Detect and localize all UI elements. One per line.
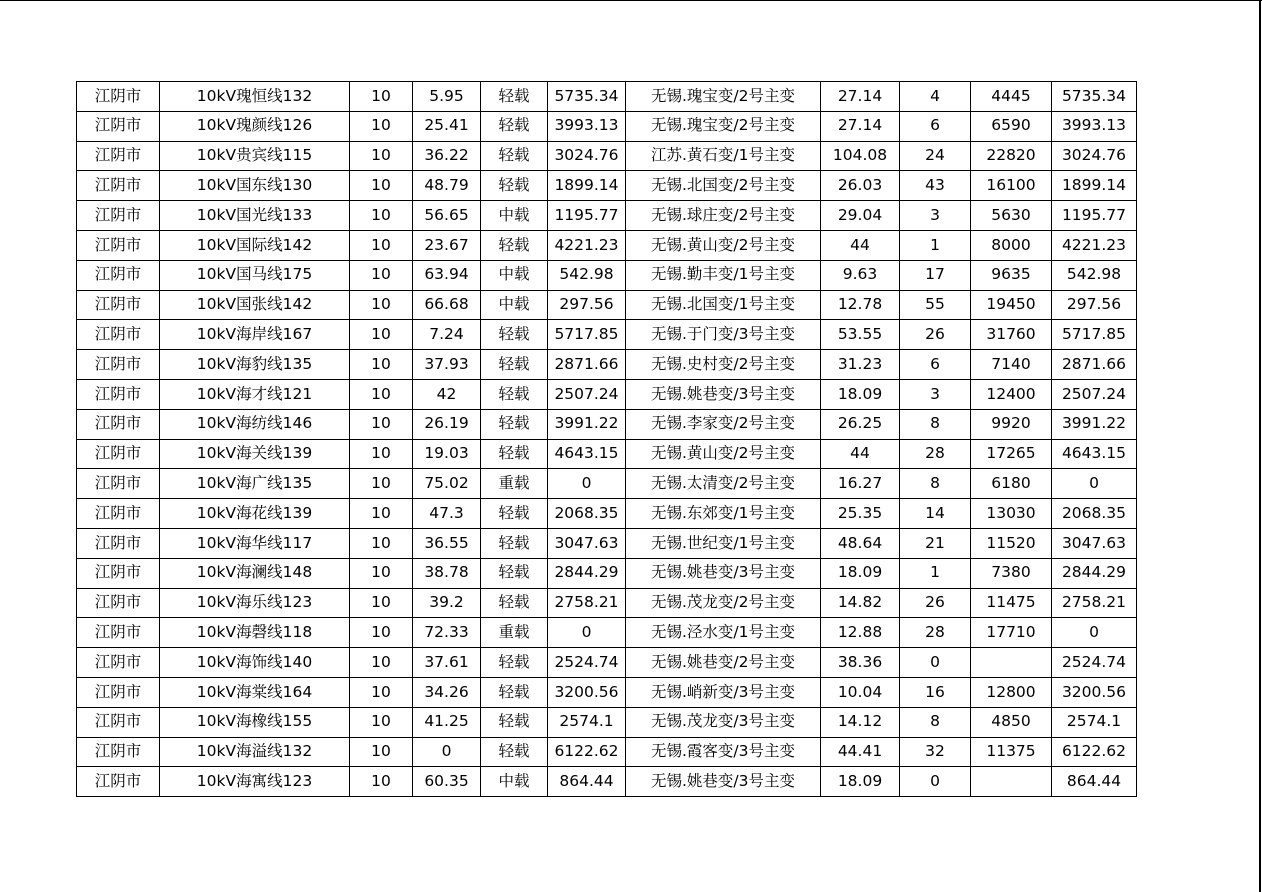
table-row xyxy=(77,499,1137,529)
load-rate-cell: 42 xyxy=(413,379,481,409)
available-capacity-cell: 2871.66 xyxy=(548,350,626,380)
substation-transformer-cell: 无锡.茂龙变/2号主变 xyxy=(626,588,821,618)
capacity-cell: 19450 xyxy=(971,290,1052,320)
substation-transformer-cell: 无锡.太清变/2号主变 xyxy=(626,469,821,499)
available-capacity-cell: 3200.56 xyxy=(548,677,626,707)
capacity-cell: 7140 xyxy=(971,350,1052,380)
load-rate-cell: 23.67 xyxy=(413,230,481,260)
load-rate-cell: 48.79 xyxy=(413,171,481,201)
transformer-value-cell: 12.88 xyxy=(821,618,900,648)
city-cell: 江阴市 xyxy=(77,588,160,618)
user-count-cell: 26 xyxy=(900,588,971,618)
city-cell: 江阴市 xyxy=(77,469,160,499)
load-status-cell: 轻载 xyxy=(481,677,548,707)
transformer-value-cell: 26.03 xyxy=(821,171,900,201)
table-row xyxy=(77,201,1137,231)
city-cell: 江阴市 xyxy=(77,230,160,260)
load-rate-cell: 38.78 xyxy=(413,558,481,588)
available-capacity-cell: 3993.13 xyxy=(548,111,626,141)
user-count-cell: 1 xyxy=(900,558,971,588)
line-name-cell: 10kV国马线175 xyxy=(160,260,350,290)
line-name-cell: 10kV贵宾线115 xyxy=(160,141,350,171)
voltage-cell: 10 xyxy=(350,82,413,112)
transformer-value-cell: 44.41 xyxy=(821,737,900,767)
load-rate-cell: 5.95 xyxy=(413,82,481,112)
voltage-cell: 10 xyxy=(350,290,413,320)
load-status-cell: 轻载 xyxy=(481,171,548,201)
page-right-border xyxy=(1259,0,1261,892)
city-cell: 江阴市 xyxy=(77,558,160,588)
load-rate-cell: 36.55 xyxy=(413,528,481,558)
remaining-capacity-cell: 2524.74 xyxy=(1052,648,1137,678)
table-row xyxy=(77,767,1137,797)
substation-transformer-cell: 无锡.瑰宝变/2号主变 xyxy=(626,82,821,112)
voltage-cell: 10 xyxy=(350,201,413,231)
remaining-capacity-cell: 2758.21 xyxy=(1052,588,1137,618)
transformer-value-cell: 104.08 xyxy=(821,141,900,171)
user-count-cell: 8 xyxy=(900,707,971,737)
load-status-cell: 中载 xyxy=(481,290,548,320)
line-name-cell: 10kV海花线139 xyxy=(160,499,350,529)
transformer-value-cell: 48.64 xyxy=(821,528,900,558)
transformer-value-cell: 16.27 xyxy=(821,469,900,499)
available-capacity-cell: 3047.63 xyxy=(548,528,626,558)
voltage-cell: 10 xyxy=(350,260,413,290)
line-name-cell: 10kV国张线142 xyxy=(160,290,350,320)
city-cell: 江阴市 xyxy=(77,290,160,320)
city-cell: 江阴市 xyxy=(77,618,160,648)
capacity-cell: 8000 xyxy=(971,230,1052,260)
voltage-cell: 10 xyxy=(350,350,413,380)
user-count-cell: 21 xyxy=(900,528,971,558)
user-count-cell: 3 xyxy=(900,379,971,409)
line-name-cell: 10kV海橡线155 xyxy=(160,707,350,737)
table-row xyxy=(77,379,1137,409)
load-status-cell: 重载 xyxy=(481,469,548,499)
substation-transformer-cell: 无锡.霞客变/3号主变 xyxy=(626,737,821,767)
load-status-cell: 轻载 xyxy=(481,499,548,529)
available-capacity-cell: 1899.14 xyxy=(548,171,626,201)
table-row xyxy=(77,171,1137,201)
substation-transformer-cell: 无锡.北国变/2号主变 xyxy=(626,171,821,201)
substation-transformer-cell: 无锡.球庄变/2号主变 xyxy=(626,201,821,231)
available-capacity-cell: 5735.34 xyxy=(548,82,626,112)
load-rate-cell: 47.3 xyxy=(413,499,481,529)
capacity-cell: 9920 xyxy=(971,409,1052,439)
line-name-cell: 10kV海岸线167 xyxy=(160,320,350,350)
available-capacity-cell: 2844.29 xyxy=(548,558,626,588)
remaining-capacity-cell: 297.56 xyxy=(1052,290,1137,320)
user-count-cell: 6 xyxy=(900,111,971,141)
user-count-cell: 6 xyxy=(900,350,971,380)
load-status-cell: 中载 xyxy=(481,260,548,290)
line-name-cell: 10kV海华线117 xyxy=(160,528,350,558)
substation-transformer-cell: 无锡.姚巷变/3号主变 xyxy=(626,767,821,797)
table-body xyxy=(77,82,1137,797)
substation-transformer-cell: 江苏.黄石变/1号主变 xyxy=(626,141,821,171)
city-cell: 江阴市 xyxy=(77,379,160,409)
load-status-cell: 中载 xyxy=(481,201,548,231)
city-cell: 江阴市 xyxy=(77,260,160,290)
transformer-value-cell: 14.12 xyxy=(821,707,900,737)
voltage-cell: 10 xyxy=(350,171,413,201)
available-capacity-cell: 3991.22 xyxy=(548,409,626,439)
available-capacity-cell: 3024.76 xyxy=(548,141,626,171)
capacity-cell xyxy=(971,767,1052,797)
line-name-cell: 10kV海寓线123 xyxy=(160,767,350,797)
capacity-cell: 7380 xyxy=(971,558,1052,588)
available-capacity-cell: 1195.77 xyxy=(548,201,626,231)
substation-transformer-cell: 无锡.勤丰变/1号主变 xyxy=(626,260,821,290)
transformer-value-cell: 18.09 xyxy=(821,558,900,588)
user-count-cell: 17 xyxy=(900,260,971,290)
load-rate-cell: 0 xyxy=(413,737,481,767)
capacity-cell: 6180 xyxy=(971,469,1052,499)
table-row xyxy=(77,707,1137,737)
line-name-cell: 10kV瑰恒线132 xyxy=(160,82,350,112)
load-status-cell: 轻载 xyxy=(481,707,548,737)
line-name-cell: 10kV海澜线148 xyxy=(160,558,350,588)
available-capacity-cell: 0 xyxy=(548,469,626,499)
user-count-cell: 32 xyxy=(900,737,971,767)
voltage-cell: 10 xyxy=(350,648,413,678)
remaining-capacity-cell: 2844.29 xyxy=(1052,558,1137,588)
line-name-cell: 10kV海饰线140 xyxy=(160,648,350,678)
remaining-capacity-cell: 6122.62 xyxy=(1052,737,1137,767)
city-cell: 江阴市 xyxy=(77,499,160,529)
transformer-value-cell: 9.63 xyxy=(821,260,900,290)
city-cell: 江阴市 xyxy=(77,171,160,201)
line-name-cell: 10kV海溢线132 xyxy=(160,737,350,767)
table-row xyxy=(77,290,1137,320)
user-count-cell: 3 xyxy=(900,201,971,231)
substation-transformer-cell: 无锡.茂龙变/3号主变 xyxy=(626,707,821,737)
load-rate-cell: 25.41 xyxy=(413,111,481,141)
remaining-capacity-cell: 3991.22 xyxy=(1052,409,1137,439)
voltage-cell: 10 xyxy=(350,558,413,588)
remaining-capacity-cell: 5717.85 xyxy=(1052,320,1137,350)
transformer-value-cell: 44 xyxy=(821,230,900,260)
line-name-cell: 10kV海棠线164 xyxy=(160,677,350,707)
voltage-cell: 10 xyxy=(350,499,413,529)
remaining-capacity-cell: 0 xyxy=(1052,469,1137,499)
transformer-value-cell: 26.25 xyxy=(821,409,900,439)
load-rate-cell: 37.61 xyxy=(413,648,481,678)
load-status-cell: 轻载 xyxy=(481,439,548,469)
remaining-capacity-cell: 3024.76 xyxy=(1052,141,1137,171)
capacity-cell: 22820 xyxy=(971,141,1052,171)
load-status-cell: 轻载 xyxy=(481,320,548,350)
city-cell: 江阴市 xyxy=(77,320,160,350)
substation-transformer-cell: 无锡.世纪变/1号主变 xyxy=(626,528,821,558)
substation-transformer-cell: 无锡.于门变/3号主变 xyxy=(626,320,821,350)
available-capacity-cell: 4221.23 xyxy=(548,230,626,260)
capacity-cell: 11375 xyxy=(971,737,1052,767)
capacity-cell: 12400 xyxy=(971,379,1052,409)
remaining-capacity-cell: 4221.23 xyxy=(1052,230,1137,260)
city-cell: 江阴市 xyxy=(77,648,160,678)
table-row xyxy=(77,230,1137,260)
table-row xyxy=(77,439,1137,469)
user-count-cell: 4 xyxy=(900,82,971,112)
table-row xyxy=(77,648,1137,678)
transformer-value-cell: 27.14 xyxy=(821,82,900,112)
available-capacity-cell: 542.98 xyxy=(548,260,626,290)
load-status-cell: 轻载 xyxy=(481,528,548,558)
voltage-cell: 10 xyxy=(350,469,413,499)
load-status-cell: 轻载 xyxy=(481,141,548,171)
load-status-cell: 轻载 xyxy=(481,230,548,260)
user-count-cell: 16 xyxy=(900,677,971,707)
user-count-cell: 24 xyxy=(900,141,971,171)
transformer-value-cell: 44 xyxy=(821,439,900,469)
load-rate-cell: 36.22 xyxy=(413,141,481,171)
line-name-cell: 10kV瑰颜线126 xyxy=(160,111,350,141)
user-count-cell: 8 xyxy=(900,409,971,439)
load-rate-cell: 75.02 xyxy=(413,469,481,499)
load-rate-cell: 26.19 xyxy=(413,409,481,439)
substation-transformer-cell: 无锡.史村变/2号主变 xyxy=(626,350,821,380)
available-capacity-cell: 2758.21 xyxy=(548,588,626,618)
load-rate-cell: 66.68 xyxy=(413,290,481,320)
remaining-capacity-cell: 5735.34 xyxy=(1052,82,1137,112)
voltage-cell: 10 xyxy=(350,588,413,618)
remaining-capacity-cell: 2871.66 xyxy=(1052,350,1137,380)
capacity-cell: 17265 xyxy=(971,439,1052,469)
remaining-capacity-cell: 3200.56 xyxy=(1052,677,1137,707)
transformer-value-cell: 12.78 xyxy=(821,290,900,320)
line-name-cell: 10kV国光线133 xyxy=(160,201,350,231)
line-name-cell: 10kV海纺线146 xyxy=(160,409,350,439)
available-capacity-cell: 0 xyxy=(548,618,626,648)
voltage-cell: 10 xyxy=(350,409,413,439)
available-capacity-cell: 6122.62 xyxy=(548,737,626,767)
table-row xyxy=(77,469,1137,499)
voltage-cell: 10 xyxy=(350,439,413,469)
voltage-cell: 10 xyxy=(350,767,413,797)
available-capacity-cell: 5717.85 xyxy=(548,320,626,350)
table-row xyxy=(77,320,1137,350)
load-status-cell: 轻载 xyxy=(481,588,548,618)
transformer-value-cell: 18.09 xyxy=(821,767,900,797)
table-row xyxy=(77,141,1137,171)
voltage-cell: 10 xyxy=(350,320,413,350)
line-name-cell: 10kV海乐线123 xyxy=(160,588,350,618)
city-cell: 江阴市 xyxy=(77,141,160,171)
load-rate-cell: 72.33 xyxy=(413,618,481,648)
city-cell: 江阴市 xyxy=(77,677,160,707)
table-row xyxy=(77,588,1137,618)
line-name-cell: 10kV海才线121 xyxy=(160,379,350,409)
available-capacity-cell: 2574.1 xyxy=(548,707,626,737)
capacity-cell: 13030 xyxy=(971,499,1052,529)
user-count-cell: 43 xyxy=(900,171,971,201)
voltage-cell: 10 xyxy=(350,379,413,409)
table-row xyxy=(77,528,1137,558)
substation-transformer-cell: 无锡.瑰宝变/2号主变 xyxy=(626,111,821,141)
available-capacity-cell: 2524.74 xyxy=(548,648,626,678)
substation-transformer-cell: 无锡.北国变/1号主变 xyxy=(626,290,821,320)
voltage-cell: 10 xyxy=(350,111,413,141)
load-rate-cell: 63.94 xyxy=(413,260,481,290)
load-rate-cell: 60.35 xyxy=(413,767,481,797)
capacity-cell: 4445 xyxy=(971,82,1052,112)
user-count-cell: 8 xyxy=(900,469,971,499)
capacity-cell: 12800 xyxy=(971,677,1052,707)
load-status-cell: 中载 xyxy=(481,767,548,797)
load-status-cell: 轻载 xyxy=(481,379,548,409)
remaining-capacity-cell: 1899.14 xyxy=(1052,171,1137,201)
substation-transformer-cell: 无锡.峭新变/3号主变 xyxy=(626,677,821,707)
line-name-cell: 10kV海广线135 xyxy=(160,469,350,499)
feeder-load-table xyxy=(76,81,1137,797)
load-status-cell: 轻载 xyxy=(481,409,548,439)
load-status-cell: 轻载 xyxy=(481,648,548,678)
table-container xyxy=(76,81,1137,797)
available-capacity-cell: 4643.15 xyxy=(548,439,626,469)
table-row xyxy=(77,82,1137,112)
substation-transformer-cell: 无锡.姚巷变/2号主变 xyxy=(626,648,821,678)
substation-transformer-cell: 无锡.姚巷变/3号主变 xyxy=(626,379,821,409)
capacity-cell: 5630 xyxy=(971,201,1052,231)
line-name-cell: 10kV海豹线135 xyxy=(160,350,350,380)
load-rate-cell: 34.26 xyxy=(413,677,481,707)
available-capacity-cell: 2507.24 xyxy=(548,379,626,409)
load-status-cell: 轻载 xyxy=(481,82,548,112)
transformer-value-cell: 31.23 xyxy=(821,350,900,380)
city-cell: 江阴市 xyxy=(77,350,160,380)
city-cell: 江阴市 xyxy=(77,82,160,112)
load-rate-cell: 56.65 xyxy=(413,201,481,231)
remaining-capacity-cell: 864.44 xyxy=(1052,767,1137,797)
capacity-cell xyxy=(971,648,1052,678)
remaining-capacity-cell: 3047.63 xyxy=(1052,528,1137,558)
capacity-cell: 11520 xyxy=(971,528,1052,558)
available-capacity-cell: 2068.35 xyxy=(548,499,626,529)
remaining-capacity-cell: 2507.24 xyxy=(1052,379,1137,409)
page-top-border xyxy=(0,0,1262,1)
remaining-capacity-cell: 3993.13 xyxy=(1052,111,1137,141)
remaining-capacity-cell: 2574.1 xyxy=(1052,707,1137,737)
line-name-cell: 10kV海磬线118 xyxy=(160,618,350,648)
available-capacity-cell: 864.44 xyxy=(548,767,626,797)
voltage-cell: 10 xyxy=(350,230,413,260)
load-status-cell: 轻载 xyxy=(481,558,548,588)
table-row xyxy=(77,677,1137,707)
table-row xyxy=(77,350,1137,380)
transformer-value-cell: 29.04 xyxy=(821,201,900,231)
user-count-cell: 28 xyxy=(900,439,971,469)
city-cell: 江阴市 xyxy=(77,439,160,469)
load-status-cell: 轻载 xyxy=(481,737,548,767)
load-rate-cell: 19.03 xyxy=(413,439,481,469)
city-cell: 江阴市 xyxy=(77,528,160,558)
user-count-cell: 14 xyxy=(900,499,971,529)
voltage-cell: 10 xyxy=(350,141,413,171)
city-cell: 江阴市 xyxy=(77,707,160,737)
voltage-cell: 10 xyxy=(350,707,413,737)
user-count-cell: 0 xyxy=(900,767,971,797)
substation-transformer-cell: 无锡.姚巷变/3号主变 xyxy=(626,558,821,588)
substation-transformer-cell: 无锡.黄山变/2号主变 xyxy=(626,439,821,469)
line-name-cell: 10kV国东线130 xyxy=(160,171,350,201)
capacity-cell: 16100 xyxy=(971,171,1052,201)
capacity-cell: 31760 xyxy=(971,320,1052,350)
load-rate-cell: 7.24 xyxy=(413,320,481,350)
transformer-value-cell: 27.14 xyxy=(821,111,900,141)
transformer-value-cell: 25.35 xyxy=(821,499,900,529)
city-cell: 江阴市 xyxy=(77,111,160,141)
remaining-capacity-cell: 4643.15 xyxy=(1052,439,1137,469)
table-row xyxy=(77,409,1137,439)
available-capacity-cell: 297.56 xyxy=(548,290,626,320)
transformer-value-cell: 18.09 xyxy=(821,379,900,409)
table-row xyxy=(77,558,1137,588)
city-cell: 江阴市 xyxy=(77,409,160,439)
voltage-cell: 10 xyxy=(350,618,413,648)
substation-transformer-cell: 无锡.东郊变/1号主变 xyxy=(626,499,821,529)
voltage-cell: 10 xyxy=(350,528,413,558)
load-status-cell: 重载 xyxy=(481,618,548,648)
city-cell: 江阴市 xyxy=(77,767,160,797)
voltage-cell: 10 xyxy=(350,737,413,767)
capacity-cell: 6590 xyxy=(971,111,1052,141)
transformer-value-cell: 38.36 xyxy=(821,648,900,678)
city-cell: 江阴市 xyxy=(77,737,160,767)
remaining-capacity-cell: 0 xyxy=(1052,618,1137,648)
table-row xyxy=(77,260,1137,290)
city-cell: 江阴市 xyxy=(77,201,160,231)
user-count-cell: 1 xyxy=(900,230,971,260)
line-name-cell: 10kV国际线142 xyxy=(160,230,350,260)
table-row xyxy=(77,737,1137,767)
capacity-cell: 11475 xyxy=(971,588,1052,618)
substation-transformer-cell: 无锡.李家变/2号主变 xyxy=(626,409,821,439)
remaining-capacity-cell: 542.98 xyxy=(1052,260,1137,290)
transformer-value-cell: 53.55 xyxy=(821,320,900,350)
capacity-cell: 17710 xyxy=(971,618,1052,648)
load-status-cell: 轻载 xyxy=(481,111,548,141)
voltage-cell: 10 xyxy=(350,677,413,707)
load-rate-cell: 39.2 xyxy=(413,588,481,618)
substation-transformer-cell: 无锡.泾水变/1号主变 xyxy=(626,618,821,648)
transformer-value-cell: 10.04 xyxy=(821,677,900,707)
substation-transformer-cell: 无锡.黄山变/2号主变 xyxy=(626,230,821,260)
table-row xyxy=(77,618,1137,648)
capacity-cell: 9635 xyxy=(971,260,1052,290)
table-row xyxy=(77,111,1137,141)
load-rate-cell: 37.93 xyxy=(413,350,481,380)
load-status-cell: 轻载 xyxy=(481,350,548,380)
user-count-cell: 55 xyxy=(900,290,971,320)
user-count-cell: 0 xyxy=(900,648,971,678)
remaining-capacity-cell: 2068.35 xyxy=(1052,499,1137,529)
transformer-value-cell: 14.82 xyxy=(821,588,900,618)
capacity-cell: 4850 xyxy=(971,707,1052,737)
line-name-cell: 10kV海关线139 xyxy=(160,439,350,469)
user-count-cell: 28 xyxy=(900,618,971,648)
remaining-capacity-cell: 1195.77 xyxy=(1052,201,1137,231)
load-rate-cell: 41.25 xyxy=(413,707,481,737)
user-count-cell: 26 xyxy=(900,320,971,350)
